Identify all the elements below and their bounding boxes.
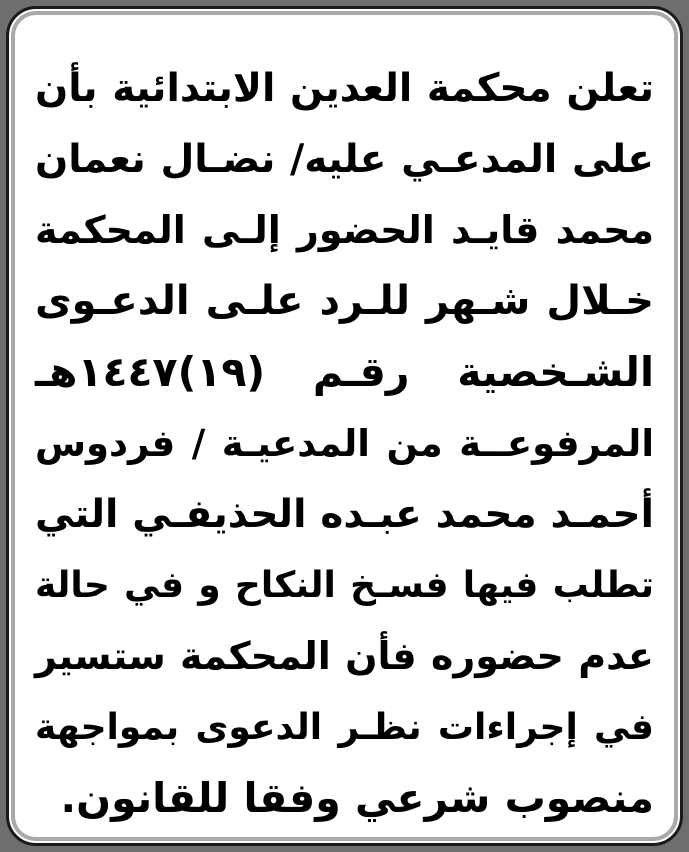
notice-line-4: خـلال شـهر للـرد علـى الدعـوى	[35, 278, 654, 324]
notice-line-2: على المدعـي عليه/ نضـال نعمان	[35, 137, 654, 182]
notice-line-10: في إجراءات نظـر الدعوى بمواجهة	[35, 707, 654, 748]
notice-line-11: منصوب شرعي وفقا للقانون.	[60, 774, 654, 822]
notice-line-6: المرفوعــة من المدعيـة / فردوس	[35, 422, 654, 465]
notice-line-3: محمد قايـد الحضور إلـى المحكمة	[35, 208, 654, 252]
notice-line-8: تطلب فيها فسـخ النكاح و في حالة	[35, 565, 654, 606]
notice-line-5: الشـخصية رقـم (١٩)١٤٤٧هـ	[35, 348, 654, 396]
notice-body	[35, 53, 654, 834]
notice-line-1: تعلن محكمة العدين الابتدائية بأن	[35, 66, 654, 111]
notice-card	[6, 6, 683, 846]
notice-line-7: أحمـد محمد عبـده الحذيفـي التي	[35, 492, 654, 537]
notice-line-9: عدم حضوره فأن المحكمة ستسير	[35, 634, 654, 678]
